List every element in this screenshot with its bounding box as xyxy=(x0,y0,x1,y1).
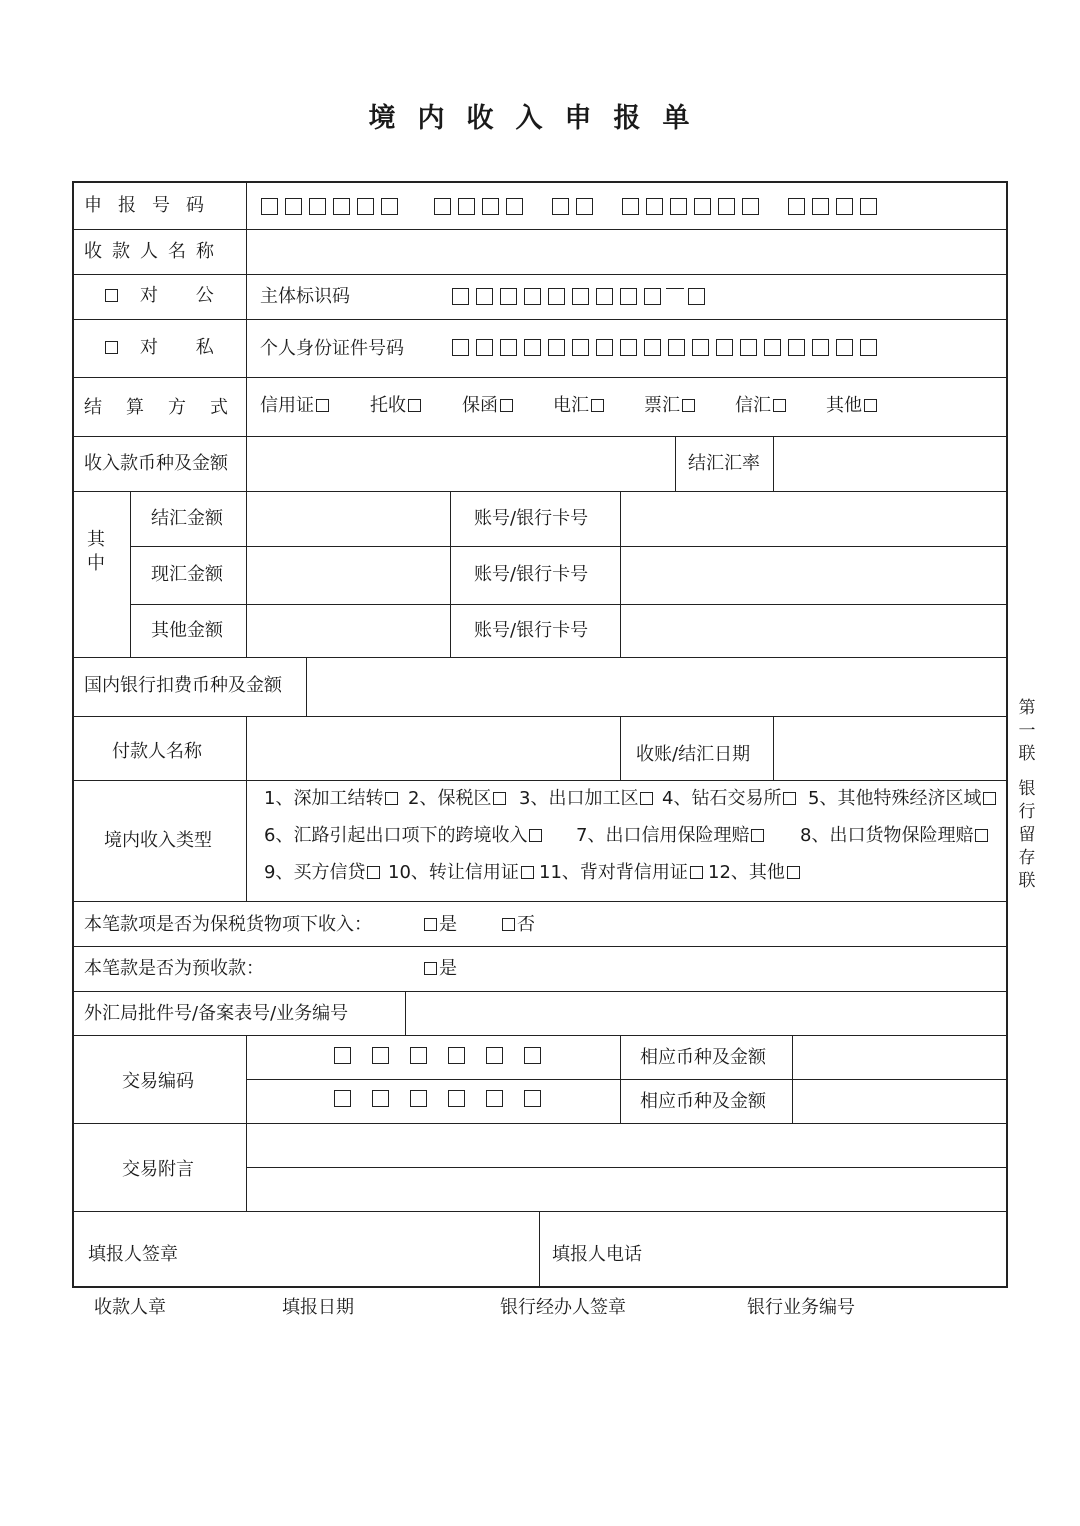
form-title: 境内收入申报单 xyxy=(368,103,712,134)
corporate-checkbox-row[interactable] xyxy=(103,287,230,305)
income-type-12[interactable]: 12、其他 xyxy=(708,864,800,882)
income-type-6[interactable]: 6、汇路引起出口项下的跨境收入 xyxy=(264,827,542,845)
entity-id-boxes[interactable] xyxy=(452,288,712,305)
income-type-3[interactable]: 3、出口加工区 xyxy=(519,790,653,808)
personal-id-boxes[interactable] xyxy=(452,339,884,356)
settlement-label: 结算方式 xyxy=(84,397,252,418)
footer-fill-date: 填报日期 xyxy=(282,1297,354,1318)
receipt-date-label: 收账/结汇日期 xyxy=(636,744,751,765)
income-type-1[interactable]: 1、深加工结转 xyxy=(264,790,398,808)
settlement-option-guarantee[interactable]: 保函 xyxy=(462,397,513,415)
income-type-8[interactable]: 8、出口货物保险理赔 xyxy=(800,827,988,845)
bonded-question: 本笔款项是否为保税货物项下收入： xyxy=(84,914,372,935)
income-type-2[interactable]: 2、保税区 xyxy=(408,790,506,808)
private-checkbox-row[interactable] xyxy=(103,339,230,357)
income-type-10[interactable]: 10、转让信用证 xyxy=(388,864,534,882)
trade-code-boxes-1[interactable] xyxy=(334,1047,548,1064)
trade-code-boxes-2[interactable] xyxy=(334,1090,548,1107)
corresponding-amount-label-2: 相应币种及金额 xyxy=(640,1091,766,1112)
settlement-option-other[interactable]: 其他 xyxy=(826,397,877,415)
footer-bank-business-no: 银行业务编号 xyxy=(747,1297,855,1318)
income-type-5[interactable]: 5、其他特殊经济区域 xyxy=(808,790,996,808)
settlement-option-tt[interactable]: 电汇 xyxy=(553,397,604,415)
remarks-label: 交易附言 xyxy=(122,1159,194,1180)
account-label-1: 账号/银行卡号 xyxy=(474,508,589,529)
bonded-yes-option[interactable]: 是 xyxy=(422,916,457,934)
approval-no-label: 外汇局批件号/备案表号/业务编号 xyxy=(84,1003,349,1024)
account-label-2: 账号/银行卡号 xyxy=(474,564,589,585)
bonded-no-option[interactable]: 否 xyxy=(500,916,535,934)
other-amount-label: 其他金额 xyxy=(151,620,223,641)
spot-amount-label: 现汇金额 xyxy=(151,564,223,585)
among-label: 其中 xyxy=(87,529,105,574)
prepayment-yes-option[interactable]: 是 xyxy=(422,960,457,978)
income-type-9[interactable]: 9、买方信贷 xyxy=(264,864,380,882)
trade-code-label: 交易编码 xyxy=(122,1071,194,1092)
income-type-7[interactable]: 7、出口信用保险理赔 xyxy=(576,827,764,845)
currency-amount-label: 收入款币种及金额 xyxy=(84,453,228,474)
personal-id-label: 个人身份证件号码 xyxy=(260,338,404,359)
settlement-option-collection[interactable]: 托收 xyxy=(370,397,421,415)
domestic-fee-label: 国内银行扣费币种及金额 xyxy=(84,675,282,696)
side-copy-no: 第一联 xyxy=(1018,698,1036,764)
declaration-no-boxes[interactable] xyxy=(261,198,884,215)
payee-name-label: 收款人名称 xyxy=(84,241,224,262)
account-label-3: 账号/银行卡号 xyxy=(474,620,589,641)
side-copy-name: 银行留存联 xyxy=(1018,779,1036,891)
entity-id-label: 主体标识码 xyxy=(260,286,350,307)
footer-bank-officer-seal: 银行经办人签章 xyxy=(500,1297,626,1318)
declaration-form xyxy=(72,181,1008,1288)
income-type-11[interactable]: 11、背对背信用证 xyxy=(539,864,703,882)
prepayment-question: 本笔款是否为预收款： xyxy=(84,958,264,979)
settlement-option-mt[interactable]: 信汇 xyxy=(735,397,786,415)
filler-phone-label: 填报人电话 xyxy=(552,1244,642,1265)
income-type-4[interactable]: 4、钻石交易所 xyxy=(662,790,796,808)
footer-payee-seal: 收款人章 xyxy=(94,1297,166,1318)
filler-signature-label: 填报人签章 xyxy=(88,1244,178,1265)
private-label: 对 私 xyxy=(140,337,230,358)
settled-amount-label: 结汇金额 xyxy=(151,508,223,529)
settlement-option-lc[interactable]: 信用证 xyxy=(260,397,329,415)
fx-rate-label: 结汇汇率 xyxy=(688,453,760,474)
corporate-label: 对 公 xyxy=(140,285,230,306)
payer-name-label: 付款人名称 xyxy=(112,741,202,762)
settlement-option-dd[interactable]: 票汇 xyxy=(644,397,695,415)
income-type-label: 境内收入类型 xyxy=(104,830,212,851)
corresponding-amount-label-1: 相应币种及金额 xyxy=(640,1047,766,1068)
declaration-no-label: 申报号码 xyxy=(84,195,220,216)
